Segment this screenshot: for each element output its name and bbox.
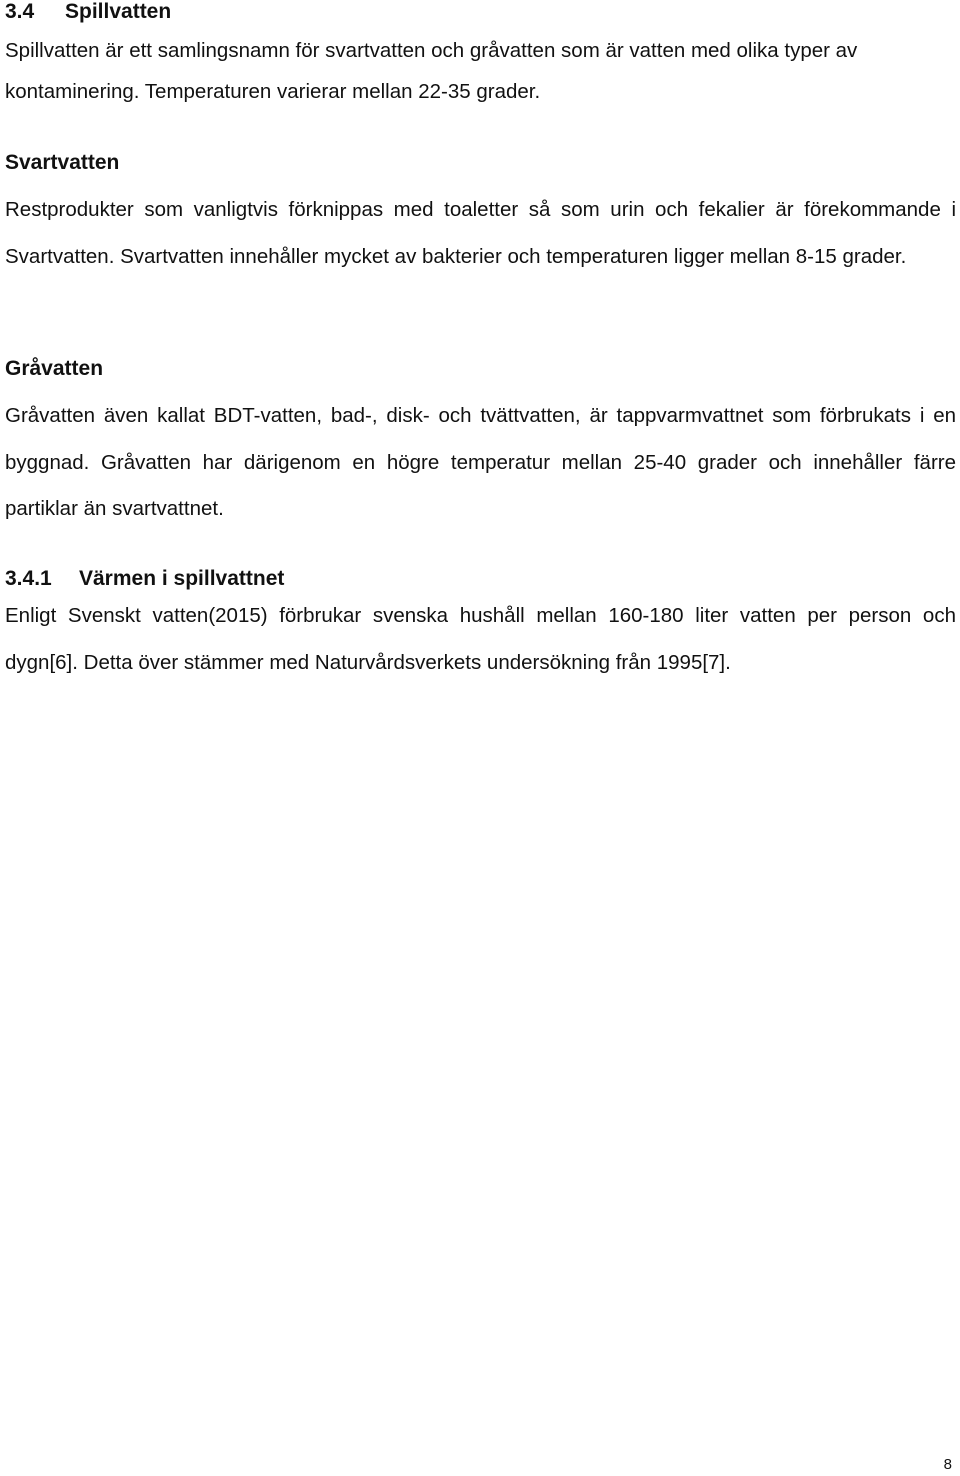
section-number: 3.4 bbox=[5, 0, 35, 23]
page-number: 8 bbox=[943, 1456, 952, 1473]
gravatten-paragraph: Gråvatten även kallat BDT-vatten, bad-, disk- och tvättvatten, är tappvarmvattnet som förbrukats i en byggnad. Gråvatten har därigenom en högre temperatur mellan 25-40 grader och innehåller färre partiklar än svartvattnet. bbox=[5, 404, 956, 520]
svartvatten-paragraph: Restprodukter som vanligtvis förknippas med toaletter så som urin och fekalier är förekommande i Svartvatten. Svartvatten innehåller mycket av bakterier och temperaturen ligger mellan 8-15 grader. bbox=[5, 198, 956, 268]
section-heading bbox=[5, 0, 956, 24]
section-intro-paragraph: Spillvatten är ett samlingsnamn för svartvatten och gråvatten som är vatten med olika typer av kontaminering. Temperaturen varierar mellan 22-35 grader. bbox=[5, 39, 858, 103]
subsection-paragraph: Enligt Svenskt vatten(2015) förbrukar svenska hushåll mellan 160-180 liter vatten per person och dygn[6]. Detta över stämmer med Naturvårdsverkets undersökning från 1995[7]. bbox=[5, 604, 956, 674]
svartvatten-heading: Svartvatten bbox=[5, 151, 120, 174]
section-title: Spillvatten bbox=[65, 0, 172, 23]
subsection-title: Värmen i spillvattnet bbox=[79, 567, 285, 590]
gravatten-heading: Gråvatten bbox=[5, 357, 104, 380]
subsection-heading bbox=[5, 567, 956, 591]
subsection-number: 3.4.1 bbox=[5, 567, 52, 590]
